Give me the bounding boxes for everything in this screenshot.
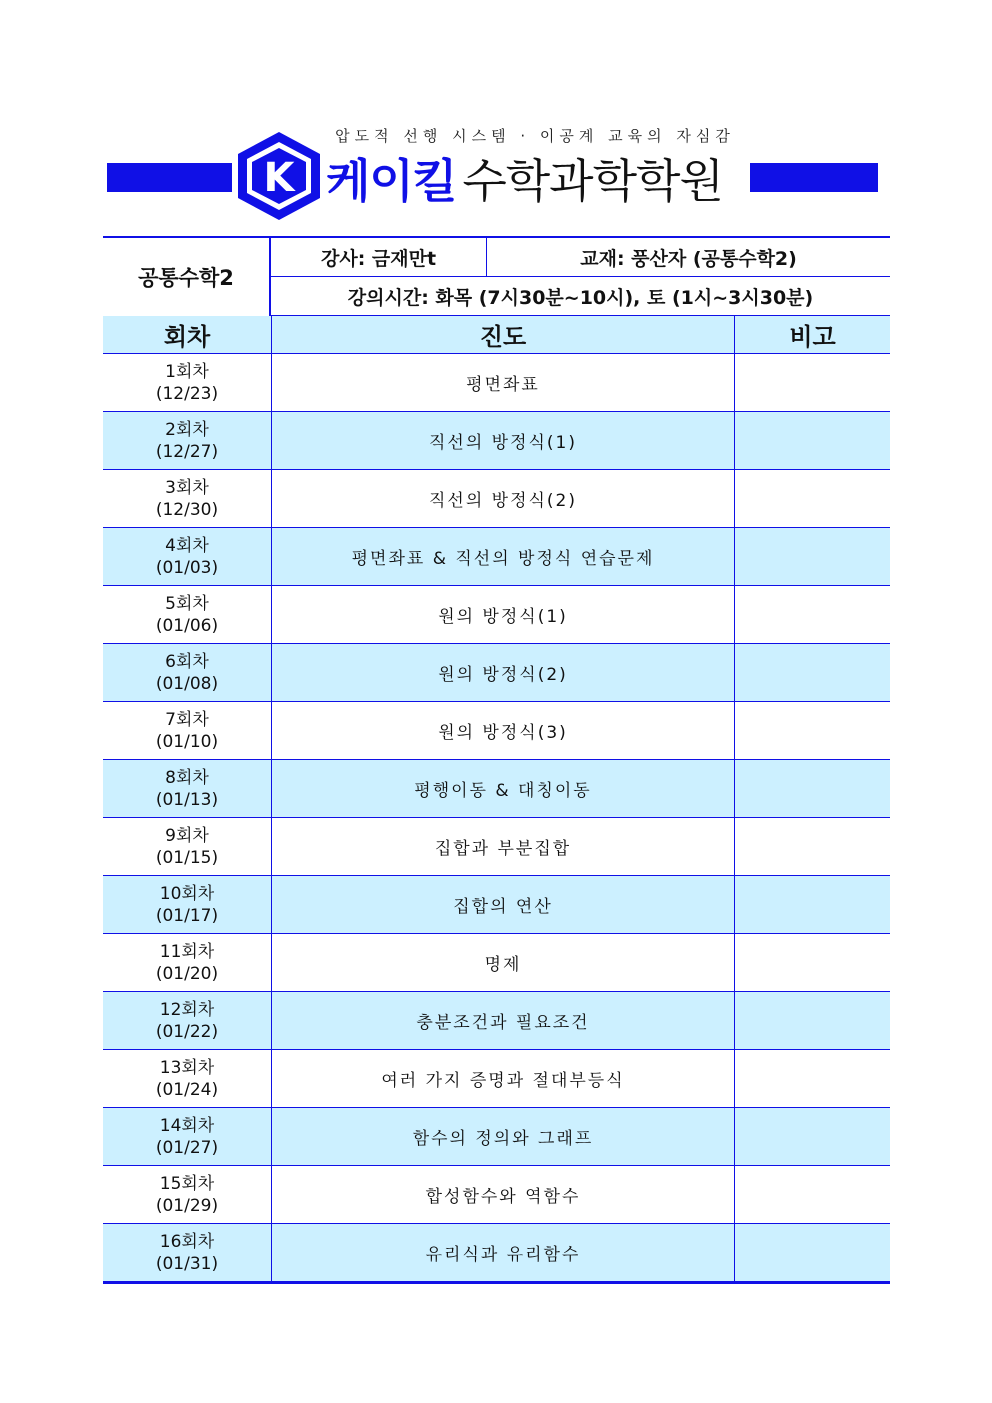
session-number: 10회차: [159, 883, 215, 904]
session-cell: [103, 644, 272, 702]
session-number: 1회차: [165, 361, 209, 382]
note-cell: [735, 1166, 891, 1224]
topic-cell: [272, 1224, 735, 1283]
session-date: (01/20): [155, 963, 219, 984]
note-cell: [735, 702, 891, 760]
session-number: 5회차: [165, 593, 209, 614]
topic-cell: [272, 992, 735, 1050]
session-date: (01/03): [155, 557, 219, 578]
topic-cell: [272, 1050, 735, 1108]
session-date: (01/13): [155, 789, 219, 810]
note-cell: [735, 354, 891, 412]
topic-text: 원의 방정식(1): [438, 607, 568, 627]
topic-cell: [272, 644, 735, 702]
session-number: 16회차: [159, 1231, 215, 1252]
table-row: [103, 528, 890, 586]
topic-text: 원의 방정식(3): [438, 723, 568, 743]
topic-cell: [272, 934, 735, 992]
topic-cell: [272, 586, 735, 644]
topic-cell: [272, 412, 735, 470]
session-cell: [103, 354, 272, 412]
note-cell: [735, 412, 891, 470]
session-cell: [103, 470, 272, 528]
table-row: [103, 354, 890, 412]
table-row: [103, 934, 890, 992]
topic-cell: [272, 470, 735, 528]
topic-cell: [272, 876, 735, 934]
session-number: 13회차: [159, 1057, 215, 1078]
session-date: (01/29): [155, 1195, 219, 1216]
academy-logo-icon: [234, 130, 324, 222]
session-number: 6회차: [165, 651, 209, 672]
session-cell: [103, 934, 272, 992]
table-row: [103, 1166, 890, 1224]
table-row: [103, 876, 890, 934]
session-cell: [103, 1108, 272, 1166]
session-cell: [103, 702, 272, 760]
session-date: (01/10): [155, 731, 219, 752]
session-date: (01/27): [155, 1137, 219, 1158]
session-date: (12/30): [155, 499, 219, 520]
session-number: 12회차: [159, 999, 215, 1020]
session-cell: [103, 1050, 272, 1108]
topic-cell: [272, 1166, 735, 1224]
topic-text: 함수의 정의와 그래프: [412, 1129, 594, 1149]
session-date: (01/22): [155, 1021, 219, 1042]
textbook-label: 교재: 풍산자 (공통수학2): [487, 237, 890, 277]
table-row: [103, 1224, 890, 1283]
session-number: 4회차: [165, 535, 209, 556]
teacher-label: 강사: 금재만t: [270, 237, 487, 277]
session-number: 11회차: [159, 941, 215, 962]
session-number: 7회차: [165, 709, 209, 730]
header-session: 회차: [103, 316, 272, 354]
table-row: [103, 470, 890, 528]
schedule-label: 강의시간: 화목 (7시30분~10시), 토 (1시~3시30분): [270, 277, 890, 317]
note-cell: [735, 1224, 891, 1283]
schedule-table: [103, 316, 890, 1284]
session-cell: [103, 992, 272, 1050]
topic-text: 직선의 방정식(1): [428, 433, 578, 453]
course-info-table: [103, 236, 890, 317]
session-cell: [103, 412, 272, 470]
tagline: 압도적 선행 시스템 · 이공계 교육의 자심감: [335, 127, 735, 145]
note-cell: [735, 992, 891, 1050]
topic-text: 여러 가지 증명과 절대부등식: [381, 1071, 625, 1091]
session-cell: [103, 1224, 272, 1283]
session-cell: [103, 760, 272, 818]
session-cell: [103, 586, 272, 644]
table-row: [103, 760, 890, 818]
topic-text: 평행이동 & 대칭이동: [414, 781, 592, 801]
topic-cell: [272, 1108, 735, 1166]
session-date: (12/23): [155, 383, 219, 404]
session-date: (01/31): [155, 1253, 219, 1274]
session-date: (01/17): [155, 905, 219, 926]
table-row: [103, 1108, 890, 1166]
note-cell: [735, 586, 891, 644]
note-cell: [735, 644, 891, 702]
session-number: 2회차: [165, 419, 209, 440]
topic-cell: [272, 818, 735, 876]
session-number: 14회차: [159, 1115, 215, 1136]
academy-header: [0, 0, 992, 230]
topic-text: 충분조건과 필요조건: [416, 1013, 590, 1033]
note-cell: [735, 934, 891, 992]
session-number: 3회차: [165, 477, 209, 498]
note-cell: [735, 1108, 891, 1166]
topic-text: 합성함수와 역함수: [425, 1187, 581, 1207]
topic-text: 평면좌표: [466, 375, 540, 395]
session-cell: [103, 528, 272, 586]
note-cell: [735, 528, 891, 586]
topic-text: 원의 방정식(2): [438, 665, 568, 685]
note-cell: [735, 818, 891, 876]
session-number: 15회차: [159, 1173, 215, 1194]
session-date: (01/24): [155, 1079, 219, 1100]
academy-name: [326, 148, 723, 208]
brand-rest: 수학과학학원: [462, 154, 723, 208]
session-date: (01/06): [155, 615, 219, 636]
logo-letter: K: [263, 155, 295, 201]
note-cell: [735, 876, 891, 934]
table-row: [103, 818, 890, 876]
topic-cell: [272, 528, 735, 586]
note-cell: [735, 470, 891, 528]
topic-cell: [272, 702, 735, 760]
note-cell: [735, 760, 891, 818]
table-row: [103, 992, 890, 1050]
session-number: 8회차: [165, 767, 209, 788]
session-date: (12/27): [155, 441, 219, 462]
header-bar-right: [750, 163, 878, 192]
topic-text: 명제: [484, 955, 522, 975]
header-bar-left: [107, 163, 232, 192]
session-number: 9회차: [165, 825, 209, 846]
topic-text: 유리식과 유리함수: [425, 1245, 581, 1265]
table-row: [103, 412, 890, 470]
topic-text: 평면좌표 & 직선의 방정식 연습문제: [351, 549, 655, 569]
topic-text: 집합과 부분집합: [434, 839, 572, 859]
table-row: [103, 586, 890, 644]
topic-cell: [272, 760, 735, 818]
session-date: (01/15): [155, 847, 219, 868]
course-title: 공통수학2: [103, 237, 270, 316]
session-cell: [103, 818, 272, 876]
topic-text: 집합의 연산: [453, 897, 553, 917]
topic-text: 직선의 방정식(2): [428, 491, 578, 511]
header-progress: 진도: [272, 316, 735, 354]
table-row: [103, 644, 890, 702]
header-note: 비고: [735, 316, 891, 354]
session-cell: [103, 1166, 272, 1224]
brand-highlight: 케이킬: [326, 154, 457, 208]
topic-cell: [272, 354, 735, 412]
session-date: (01/08): [155, 673, 219, 694]
session-cell: [103, 876, 272, 934]
note-cell: [735, 1050, 891, 1108]
table-row: [103, 1050, 890, 1108]
table-row: [103, 702, 890, 760]
